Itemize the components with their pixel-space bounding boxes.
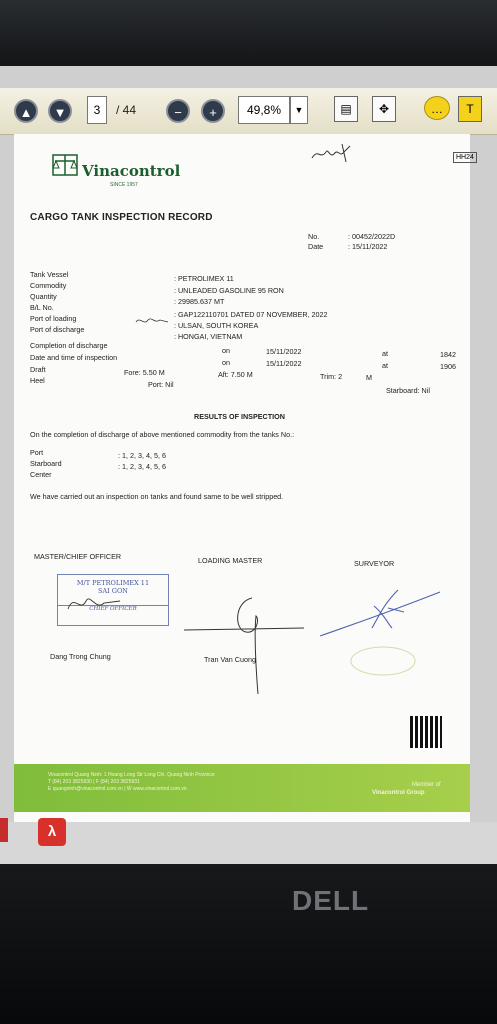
sign-loading-label: LOADING MASTER	[198, 556, 263, 565]
field-label: Port of loading	[30, 314, 77, 323]
tank-label: Center	[30, 470, 52, 479]
monitor-brand: DELL	[292, 885, 370, 916]
field-value: : 29985.637 MT	[174, 297, 225, 306]
stamp-line: SAI GON	[98, 587, 128, 595]
heel-label: Heel	[30, 376, 45, 385]
field-value: : HONGAI, VIETNAM	[174, 332, 243, 341]
signature-top	[310, 142, 356, 164]
footer-text: T (84) 203 3825930 | F (84) 203 3825931	[48, 779, 140, 785]
up-arrow-icon[interactable]: ▲	[14, 99, 38, 123]
zoom-level-input[interactable]: 49,8%	[238, 96, 290, 124]
footer-group: Vinacontrol Group	[372, 790, 425, 796]
down-arrow-icon[interactable]: ▼	[48, 99, 72, 123]
pdf-page	[14, 134, 474, 822]
heel-starboard: Starboard: Nil	[386, 386, 430, 395]
qr-code-icon	[410, 716, 442, 748]
draft-fore: Fore: 5.50 M	[124, 368, 165, 377]
field-label: Quantity	[30, 292, 57, 301]
minus-icon[interactable]: −	[166, 99, 190, 123]
draft-label: Draft	[30, 365, 46, 374]
field-value: : PETROLIMEX 11	[174, 274, 234, 283]
completion-at: at	[382, 349, 388, 358]
completion-time: 1842	[440, 350, 456, 359]
name-master: Dang Trong Chung	[50, 652, 111, 661]
stamp-line: CHIEF OFFICER	[58, 605, 168, 612]
tank-value: : 1, 2, 3, 4, 5, 6	[118, 451, 166, 460]
inspection-time: 1906	[440, 362, 456, 371]
completion-on: on	[222, 346, 230, 355]
taskbar-item[interactable]	[0, 818, 8, 842]
loading-master-signature	[174, 590, 314, 700]
vinacontrol-logo-icon	[50, 152, 80, 178]
draft-aft: Aft: 7.50 M	[218, 370, 253, 379]
footer-text: Vinacontrol Quang Ninh: 1 Hoang Long Str Long Chi, Quang Ninh Province	[48, 772, 215, 778]
company-name: Vinacontrol	[82, 162, 181, 180]
field-label: Port of discharge	[30, 325, 85, 334]
conclusion-text: We have carried out an inspection on tanks and found same to be well stripped.	[30, 492, 284, 501]
surveyor-stamp-icon	[348, 644, 418, 678]
intro-text: On the completion of discharge of above mentioned commodity from the tanks No.:	[30, 430, 295, 439]
field-value: : UNLEADED GASOLINE 95 RON	[174, 286, 284, 295]
stamp-line: M/T PETROLIMEX 11	[76, 579, 150, 587]
inspection-at: at	[382, 361, 388, 370]
heel-port: Port: Nil	[148, 380, 174, 389]
comment-bubble-icon[interactable]: …	[424, 96, 450, 120]
plus-icon[interactable]: +	[201, 99, 225, 123]
completion-label: Completion of discharge	[30, 341, 108, 350]
trim-unit: M	[366, 373, 372, 382]
page-total-label: / 44	[116, 103, 137, 117]
tank-label: Port	[30, 448, 44, 457]
inspection-on: on	[222, 358, 230, 367]
text-tool-icon[interactable]: T	[458, 96, 482, 122]
initials-signature	[134, 314, 170, 328]
footer-text: E quangninh@vinacontrol.com.vn | W www.vinacontrol.com.vn	[48, 786, 187, 792]
page-title: CARGO TANK INSPECTION RECORD	[30, 212, 213, 223]
field-value: : GAP122110701 DATED 07 NOVEMBER, 2022	[174, 310, 328, 319]
sign-surveyor-label: SURVEYOR	[354, 559, 395, 568]
chevron-down-icon[interactable]: ▼	[290, 96, 308, 124]
monitor-bezel-top	[0, 0, 497, 68]
name-loading: Tran Van Cuong	[204, 655, 256, 664]
footer-member: Member of	[412, 782, 441, 788]
adobe-pdf-icon[interactable]: λ	[38, 818, 66, 846]
fit-width-icon[interactable]: ✥	[372, 96, 396, 122]
monitor-bezel-bottom	[0, 864, 497, 1024]
tank-label: Starboard	[30, 459, 62, 468]
pdf-toolbar	[0, 88, 497, 135]
taskbar	[0, 822, 497, 866]
no-label: No.	[308, 232, 320, 241]
field-value: : ULSAN, SOUTH KOREA	[174, 321, 259, 330]
document-footer	[14, 764, 470, 812]
field-label: Commodity	[30, 281, 67, 290]
sign-master-label: MASTER/CHIEF OFFICER	[34, 552, 122, 561]
surveyor-signature	[314, 584, 444, 644]
fit-page-icon[interactable]: ▤	[334, 96, 358, 122]
page-number-input[interactable]: 3	[87, 96, 107, 124]
completion-date: 15/11/2022	[266, 347, 302, 356]
field-label: Tank Vessel	[30, 270, 69, 279]
tank-value: : 1, 2, 3, 4, 5, 6	[118, 462, 166, 471]
field-label: B/L No.	[30, 303, 54, 312]
draft-trim: Trim: 2	[320, 372, 343, 381]
master-signature	[64, 589, 124, 617]
inspection-label: Date and time of inspection	[30, 353, 118, 362]
date-label: Date	[308, 242, 324, 251]
date-value: : 15/11/2022	[348, 242, 388, 251]
no-value: : 00452/2022D	[348, 232, 396, 241]
since-label: SINCE 1957	[110, 182, 138, 188]
results-title: RESULTS OF INSPECTION	[194, 412, 285, 421]
inspection-date: 15/11/2022	[266, 359, 302, 368]
document-code: HH24	[453, 152, 477, 163]
